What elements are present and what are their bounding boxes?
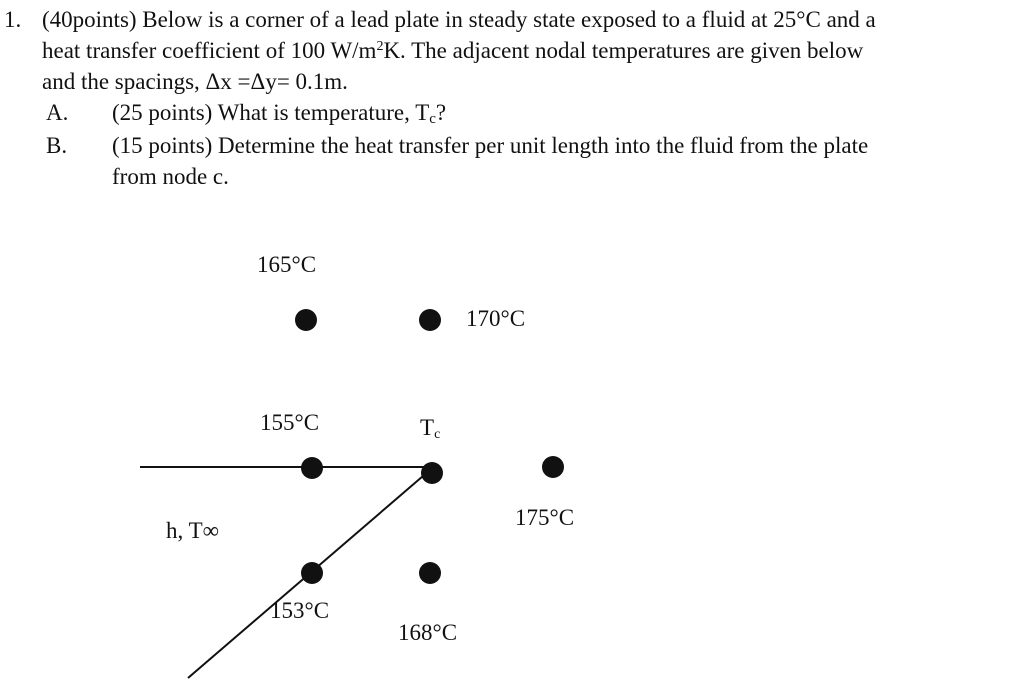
label-175: 175°C (515, 505, 575, 530)
node-175 (542, 456, 564, 478)
problem-intro-line-2: heat transfer coefficient of 100 $W/m^2K$. The adjacent nodal temperatures are given below (42, 38, 864, 63)
node-c (421, 462, 443, 484)
label-168: 168°C (398, 620, 458, 645)
node-168 (419, 562, 441, 584)
node-170 (419, 309, 441, 331)
part-b-label: B. (46, 133, 68, 158)
part-b-text-line-2: from node c. (112, 164, 229, 189)
label-fluid-h-tinf: h, T∞ (166, 518, 220, 543)
label-170: 170°C (466, 306, 526, 331)
problem-intro-line-1: (40points) Below is a corner of a lead plate in steady state exposed to a fluid at 25°C and a (42, 7, 876, 32)
label-155: 155°C (260, 410, 320, 435)
problem-intro-line-3: and the spacings, Δx =Δy= 0.1m. (42, 69, 348, 94)
node-155 (301, 457, 323, 479)
node-165 (295, 309, 317, 331)
label-tc: Tc (420, 415, 441, 442)
part-a-label: A. (46, 100, 69, 125)
part-a-text: (25 points) What is temperature, $T_c$? (112, 100, 447, 127)
part-b-text-line-1: (15 points) Determine the heat transfer per unit length into the fluid from the plate (112, 133, 869, 158)
label-153: 153°C (270, 598, 330, 623)
problem-number: 1. (4, 7, 22, 32)
label-165: 165°C (257, 252, 317, 277)
node-153 (301, 562, 323, 584)
